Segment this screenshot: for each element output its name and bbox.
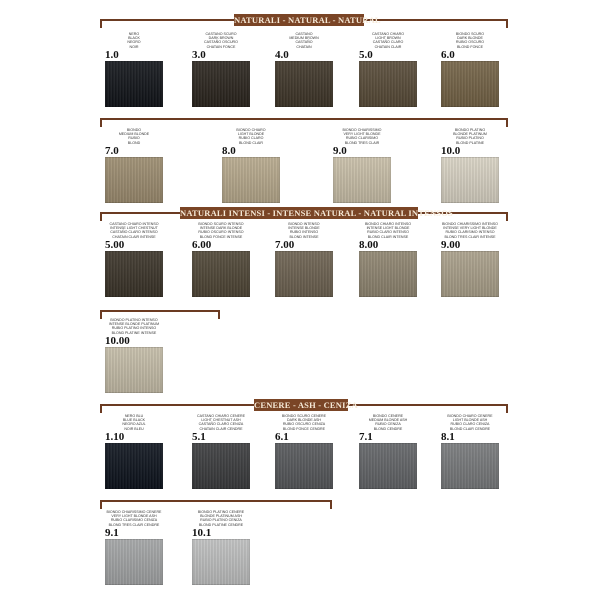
swatch-code: 10.1	[192, 527, 212, 539]
swatch-names: NERO BLU BLUE BLACK NEGRO AZUL NOIR BLEU	[122, 414, 146, 431]
swatch-code: 8.0	[222, 145, 236, 157]
hair-color-swatch	[105, 539, 163, 585]
hair-color-swatch	[359, 61, 417, 107]
swatch-names: BIONDO CHIARO LIGHT BLONDE RUBIO CLARO BLOND CLAIR	[236, 128, 266, 145]
swatch-code: 7.1	[359, 431, 373, 443]
section-natural-banner: NATURALI - NATURAL - NATURAL	[234, 15, 381, 25]
swatch-names: BIONDO CHIARO CENERE LIGHT BLONDE ASH RUBIO CLARO CENIZA BLOND CLAIR CENDRE	[447, 414, 493, 431]
hair-color-swatch	[192, 61, 250, 107]
hair-color-swatch	[105, 61, 163, 107]
section-natural-rule-left	[100, 19, 102, 28]
swatch-code: 1.0	[105, 49, 119, 61]
hair-color-swatch	[105, 157, 163, 203]
swatch-code: 6.1	[275, 431, 289, 443]
hair-color-swatch	[275, 251, 333, 297]
swatch-code: 5.1	[192, 431, 206, 443]
swatch-code: 9.1	[105, 527, 119, 539]
section-intense-rule-right	[506, 212, 508, 221]
swatch-code: 4.0	[275, 49, 289, 61]
swatch-names: BIONDO CENERE MEDIUM BLONDE ASH RUBIO CENIZA BLOND CENDRE	[368, 414, 408, 431]
hair-color-swatch	[192, 443, 250, 489]
swatch-code: 5.00	[105, 239, 125, 251]
swatch-names: BIONDO PLATINO INTENSO INTENSE BLONDE PLATINUM RUBIO PLATINO INTENSO BLOND PLATINE INTENSE	[108, 318, 160, 335]
swatch-names: CASTANO SCURO DARK BROWN CASTAÑO OSCURO CHATAIN FONCE	[204, 32, 238, 49]
swatch-names: BIONDO SCURO DARK BLONDE RUBIO OSCURO BLOND FONCE	[455, 32, 485, 49]
swatch-names: BIONDO CHIARISSIMO CENERE VERY LIGHT BLONDE ASH RUBIO CLARISIMO CENIZA BLOND TRES CLAIR CENDRE	[106, 510, 162, 527]
hair-color-swatch	[192, 251, 250, 297]
swatch-code: 3.0	[192, 49, 206, 61]
swatch-names: BIONDO INTENSO INTENSE BLONDE RUBIO INTENSO BLOND INTENSE	[288, 222, 320, 239]
section-ash-row2-rule-left	[100, 500, 102, 509]
section-intense-row2-rule-right	[218, 310, 220, 319]
swatch-code: 8.1	[441, 431, 455, 443]
hair-color-swatch	[105, 443, 163, 489]
hair-color-swatch	[441, 443, 499, 489]
hair-color-swatch	[105, 347, 163, 393]
hair-color-swatch	[441, 61, 499, 107]
swatch-names: BIONDO PLATINO BLONDE PLATINUM RUBIO PLATINO BLOND PLATINE	[453, 128, 487, 145]
hair-color-swatch	[441, 157, 499, 203]
swatch-names: NERO BLACK NEGRO NOIR	[127, 32, 141, 49]
swatch-names: BIONDO SCURO INTENSO INTENSE DARK BLONDE RUBIO OSCURO INTENSO BLOND FONCE INTENSE	[198, 222, 244, 239]
section-natural-row2-rule-right	[506, 118, 508, 127]
swatch-code: 10.00	[105, 335, 130, 347]
swatch-names: CASTANO CHIARO INTENSO INTENSE LIGHT CHESTNUT CASTAÑO CLARO INTENSO CHATAIN CLAIR INTENSE	[109, 222, 159, 239]
swatch-names: CASTANO CHIARO LIGHT BROWN CASTAÑO CLARO CHATAIN CLAIR	[371, 32, 405, 49]
swatch-names: BIONDO SCURO CENERE DARK BLONDE ASH RUBIO OSCURO CENIZA BLOND FONCE CENDRE	[281, 414, 327, 431]
section-natural-row2-rule-left	[100, 118, 102, 127]
hair-color-swatch	[359, 251, 417, 297]
swatch-code: 6.00	[192, 239, 212, 251]
hair-color-swatch	[192, 539, 250, 585]
swatch-code: 8.00	[359, 239, 379, 251]
hair-color-swatch	[441, 251, 499, 297]
section-ash-rule-right	[506, 404, 508, 413]
swatch-code: 10.0	[441, 145, 461, 157]
swatch-code: 7.00	[275, 239, 295, 251]
swatch-names: BIONDO CHIARO INTENSO INTENSE LIGHT BLONDE RUBIO CLARO INTENSO BLOND CLAIR INTENSE	[364, 222, 412, 239]
swatch-code: 9.00	[441, 239, 461, 251]
section-intense-rule-left	[100, 212, 102, 221]
swatch-code: 9.0	[333, 145, 347, 157]
hair-color-swatch	[222, 157, 280, 203]
swatch-names: BIONDO PLATINO CENERE BLONDE PLATINUM ASH RUBIO PLATINO CENIZA BLOND PLATINE CENDRE	[197, 510, 245, 527]
section-intense-row2-rule	[100, 310, 220, 312]
swatch-names: BIONDO CHIARISSIMO INTENSO INTENSE VERY LIGHT BLONDE RUBIO CLARISIMO INTENSO BLOND TRES CLAIR INTENSE	[442, 222, 498, 239]
hair-color-swatch	[359, 443, 417, 489]
swatch-code: 7.0	[105, 145, 119, 157]
swatch-names: CASTANO CHIARO CENERE LIGHT CHESTNUT ASH CASTAÑO CLARO CENIZA CHATAIN CLAIR CENDRE	[196, 414, 246, 431]
swatch-names: CASTANO MEDIUM BROWN CASTAÑO CHATAIN	[289, 32, 319, 49]
hair-color-swatch	[105, 251, 163, 297]
hair-color-swatch	[275, 61, 333, 107]
section-ash-banner: CENERE - ASH - CENIZA	[254, 400, 358, 410]
section-natural-row2-rule	[100, 118, 508, 120]
hair-color-swatch	[333, 157, 391, 203]
section-ash-row2-rule	[100, 500, 332, 502]
swatch-code: 1.10	[105, 431, 125, 443]
swatch-names: BIONDO CHIARISSIMO VERY LIGHT BLONDE RUBIO CLARISIMO BLOND TRES CLAIR	[342, 128, 382, 145]
swatch-code: 5.0	[359, 49, 373, 61]
section-ash-rule-left	[100, 404, 102, 413]
swatch-code: 6.0	[441, 49, 455, 61]
section-natural-rule-right	[506, 19, 508, 28]
swatch-names: BIONDO MEDIUM BLONDE RUBIO BLOND	[118, 128, 150, 145]
hair-color-swatch	[275, 443, 333, 489]
section-ash-row2-rule-right	[330, 500, 332, 509]
section-intense-banner: NATURALI INTENSI - INTENSE NATURAL - NATURAL INTENSOS	[180, 208, 453, 218]
